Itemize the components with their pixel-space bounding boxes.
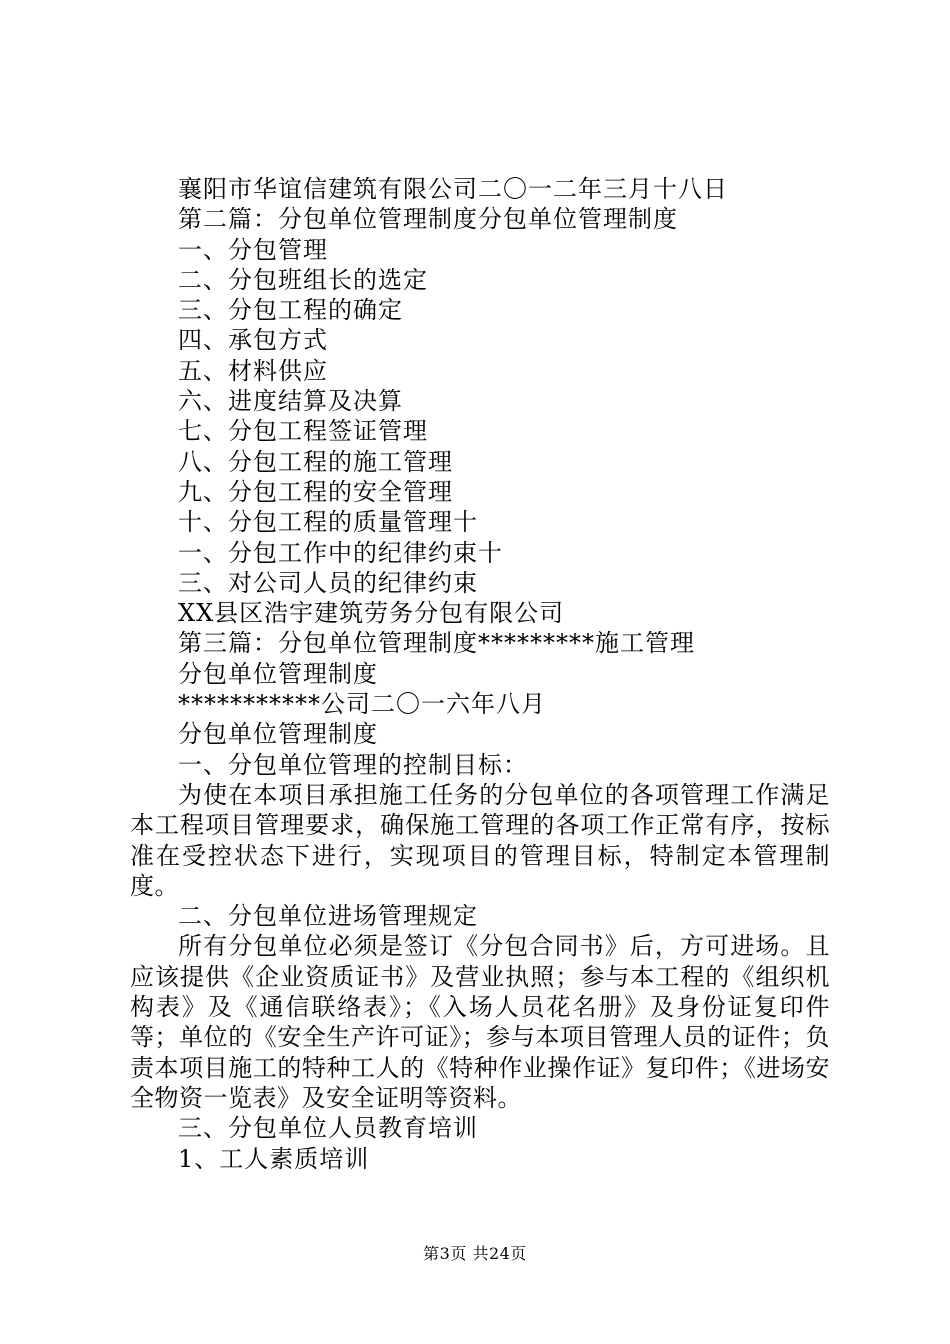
section-heading-1: 一、分包单位管理的控制目标： — [178, 750, 528, 779]
toc-item: 一、分包工作中的纪律约束十 — [178, 538, 503, 567]
toc-item: 五、材料供应 — [178, 356, 328, 385]
chapter-2-title: 第二篇：分包单位管理制度分包单位管理制度 — [178, 205, 678, 234]
section-heading-3: 三、分包单位人员教育培训 — [178, 1114, 478, 1143]
toc-item: 二、分包班组长的选定 — [178, 265, 428, 294]
document-title: 分包单位管理制度 — [178, 659, 378, 688]
paragraph-2: 所有分包单位必须是签订《分包合同书》后，方可进场。且应该提供《企业资质证书》及营业执照；参与本工程的《组织机构表》及《通信联络表》；《入场人员花名册》及身份证复印件等；单位的《安全生产许可证》；参与本项目管理人员的证件；负责本项目施工的特种工人的《特种作业操作证》复印件；《进场安全物资一览表》及安全证明等资料。 — [130, 932, 830, 1112]
chapter-3-title: 第三篇：分包单位管理制度*********施工管理 — [178, 629, 695, 658]
paragraph-1: 为使在本项目承担施工任务的分包单位的各项管理工作满足本工程项目管理要求，确保施工管理的各项工作正常有序，按标准在受控状态下进行，实现项目的管理目标，特制定本管理制度。 — [130, 780, 830, 900]
signature-line: 襄阳市华谊信建筑有限公司二〇一二年三月十八日 — [178, 175, 728, 203]
toc-item: 八、分包工程的施工管理 — [178, 447, 453, 476]
document-body — [130, 174, 830, 1174]
toc-item: 一、分包管理 — [178, 235, 328, 264]
toc-item: 九、分包工程的安全管理 — [178, 477, 453, 506]
company-name: XX县区浩宇建筑劳务分包有限公司 — [178, 599, 565, 628]
page-footer: 第3页 共24页 — [423, 1244, 527, 1263]
toc-item: 七、分包工程签证管理 — [178, 417, 428, 446]
toc-item: 四、承包方式 — [178, 326, 328, 355]
subsection-heading: 1、工人素质培训 — [178, 1144, 370, 1173]
section-heading-2: 二、分包单位进场管理规定 — [178, 902, 478, 931]
company-date-line: ***********公司二〇一六年八月 — [178, 690, 546, 719]
toc-item: 六、进度结算及决算 — [178, 387, 403, 416]
document-subtitle: 分包单位管理制度 — [178, 720, 378, 749]
toc-item: 三、对公司人员的纪律约束 — [178, 568, 478, 597]
toc-item: 三、分包工程的确定 — [178, 296, 403, 325]
toc-item: 十、分包工程的质量管理十 — [178, 508, 478, 537]
